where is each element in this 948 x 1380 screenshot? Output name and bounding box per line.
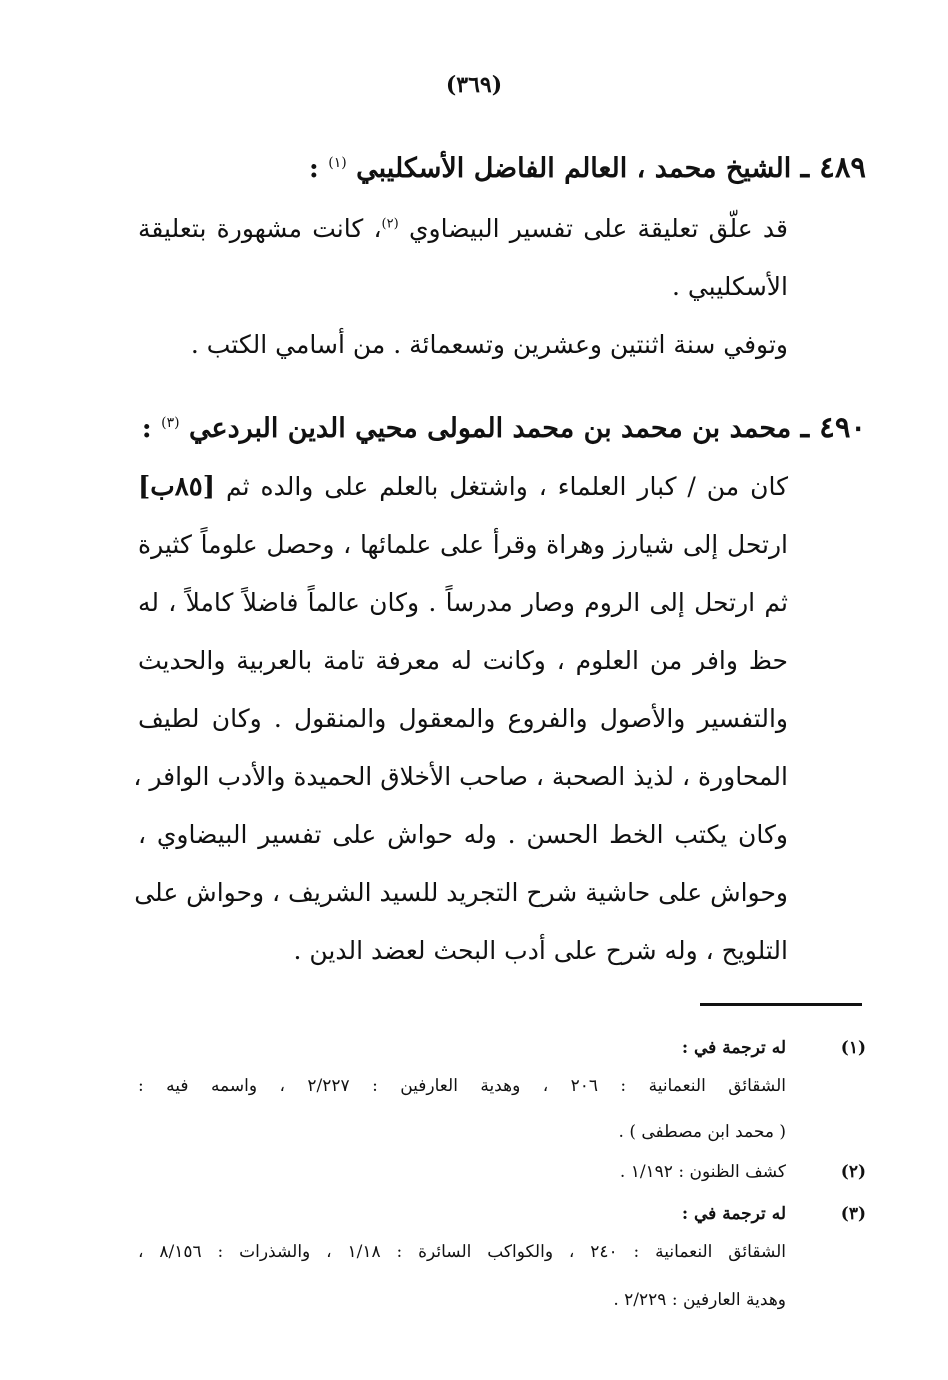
entry-title: محمد بن محمد بن محمد المولى محيي الدين البردعي — [188, 413, 792, 444]
entry-490-line-1: كان من / كبار العلماء ، واشتغل بالعلم على والده ثم [٨٥ب] — [138, 472, 789, 502]
footnote-3-mark: (٣) — [840, 1204, 866, 1224]
entry-490-line-3: ثم ارتحل إلى الروم وصار مدرساً . وكان عالماً فاضلاً كاملاً ، له — [138, 588, 788, 617]
entry-title: الشيخ محمد ، العالم الفاضل الأسكليبي — [356, 153, 792, 184]
footnote-3-line-2: الشقائق النعمانية : ٢٤٠ ، والكواكب السائرة : ١/١٨ ، والشذرات : ٨/١٥٦ ، — [138, 1242, 787, 1262]
entry-490-line-4: حظ وافر من العلوم ، وكانت له معرفة تامة بالعربية والحديث — [138, 646, 788, 675]
footnote-3-line-1: له ترجمة في : — [681, 1204, 786, 1224]
footnote-1-mark: (١) — [840, 1038, 866, 1058]
entry-490-line-2: ارتحل إلى شيارز وهراة وقرأ على علمائها ، وحصل علوماً كثيرة — [138, 530, 788, 559]
entry-490-line-6: المحاورة ، لذيذ الصحبة ، صاحب الأخلاق الحميدة والأدب الوافر ، — [133, 762, 788, 791]
footnote-2-mark: (٢) — [840, 1162, 866, 1182]
footnote-3-line-3: وهدية العارفين : ٢/٢٢٩ . — [613, 1290, 786, 1310]
entry-number: ٤٨٩ ـ — [800, 150, 866, 184]
footnote-separator — [700, 1003, 862, 1006]
entry-490-line-5: والتفسير والأصول والفروع والمعقول والمنقول . وكان لطيف — [138, 704, 788, 733]
entry-489-line-3: وتوفي سنة اثنتين وعشرين وتسعمائة . من أسامي الكتب . — [190, 330, 788, 359]
entry-490-line-9: التلويح ، وله شرح على أدب البحث لعضد الدين . — [293, 936, 788, 965]
entry-490-heading — [110, 410, 866, 444]
entry-490-line-8: وحواش على حاشية شرح التجريد للسيد الشريف ، وحواش على — [134, 878, 788, 907]
entry-489-heading — [110, 150, 866, 184]
page-number: (٣٦٩) — [445, 72, 503, 98]
footnote-2-line-1: كشف الظنون : ١/١٩٢ . — [619, 1162, 786, 1182]
footnote-1-line-3: ( محمد ابن مصطفى ) . — [618, 1122, 786, 1142]
entry-489-line-1: قد علّق تعليقة على تفسير البيضاوي $^{(٢)}$، كانت مشهورة بتعليقة — [138, 214, 788, 243]
entry-490-line-7: وكان يكتب الخط الحسن . وله حواش على تفسير البيضاوي ، — [138, 820, 788, 849]
footnote-1-line-1: له ترجمة في : — [681, 1038, 786, 1058]
footnote-ref: (٢) — [381, 216, 399, 232]
entry-number: ٤٩٠ ـ — [800, 410, 866, 444]
footnote-ref: (١) — [328, 155, 347, 171]
heading-colon: : — [141, 413, 152, 444]
footnote-ref: (٣) — [161, 415, 180, 431]
entry-489-line-2: الأسكليبي . — [671, 272, 788, 301]
heading-colon: : — [308, 153, 319, 184]
manuscript-folio-marker: [٨٥ب] — [138, 472, 216, 502]
footnote-1-line-2: الشقائق النعمانية : ٢٠٦ ، وهدية العارفين : ٢/٢٢٧ ، واسمه فيه : — [138, 1076, 786, 1096]
